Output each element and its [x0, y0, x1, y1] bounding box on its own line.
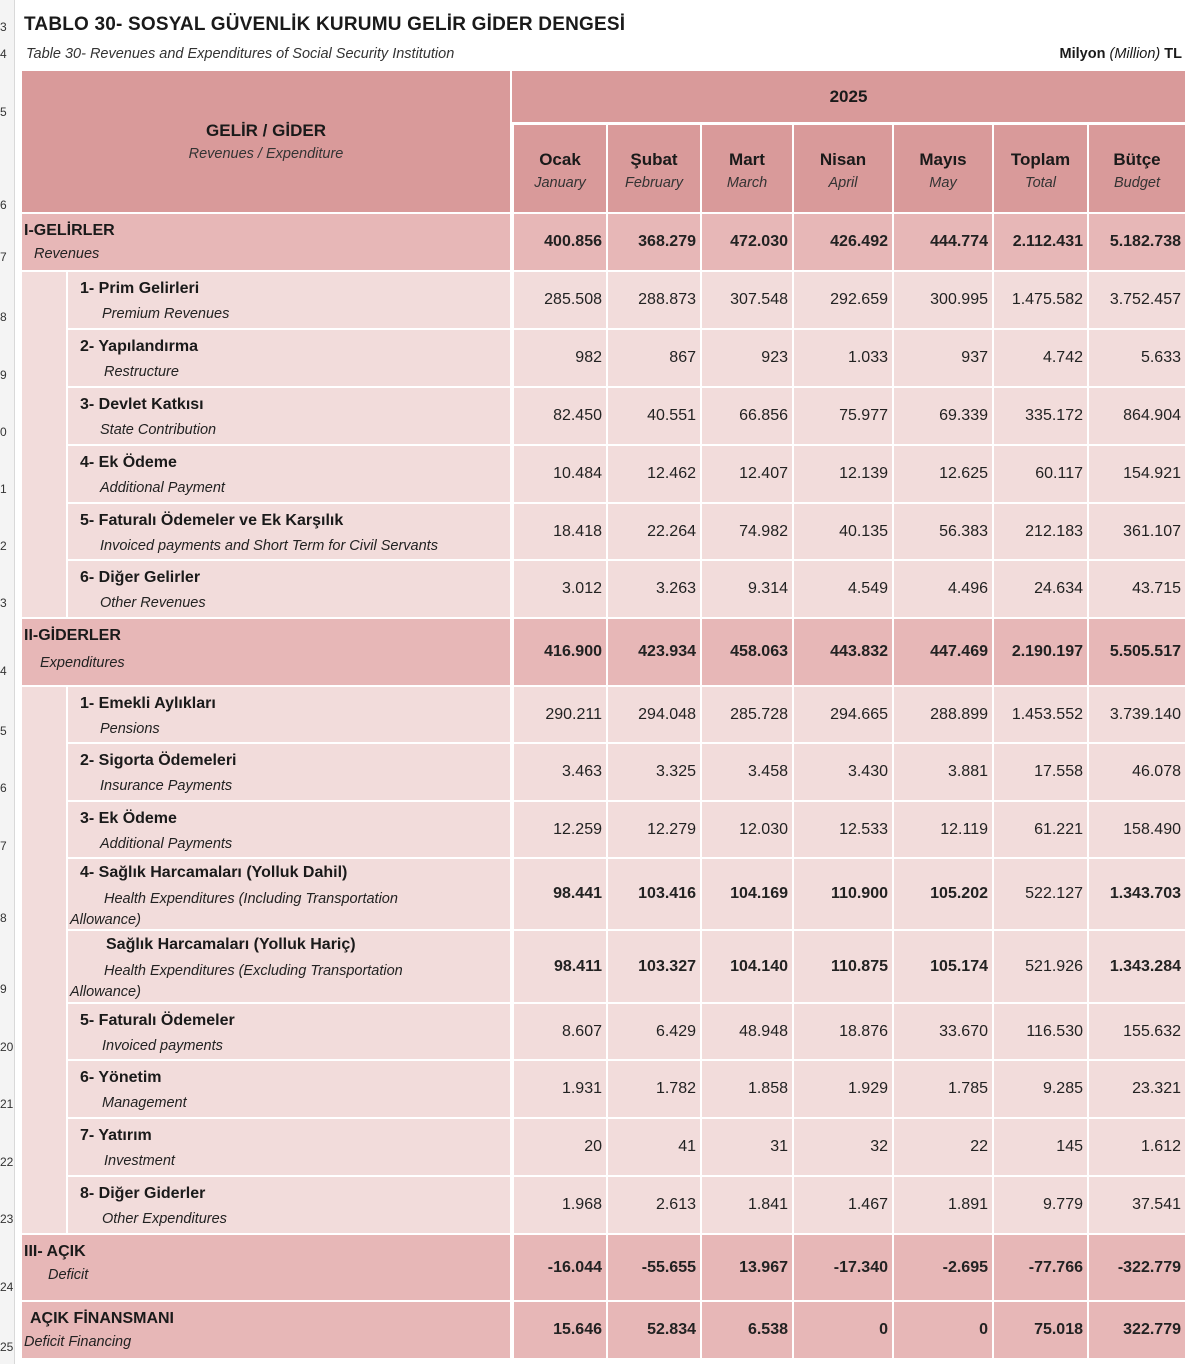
value-cell: 40.135 [794, 504, 892, 559]
value-cell: 5.633 [1089, 330, 1185, 386]
row-label-tr: 2- Yapılandırma [80, 338, 198, 355]
value-cell: 155.632 [1089, 1004, 1185, 1059]
value-cell: 1.782 [608, 1061, 700, 1117]
row-label-cell [22, 1235, 510, 1300]
month-header-cell [514, 125, 606, 212]
page-title: TABLO 30- SOSYAL GÜVENLİK KURUMU GELİR GİDER DENGESİ [24, 14, 626, 35]
value-cell: 10.484 [514, 446, 606, 502]
value-cell: 3.463 [514, 744, 606, 800]
value-cell: 12.625 [894, 446, 992, 502]
value-cell: 300.995 [894, 272, 992, 328]
row-label-en: Additional Payment [100, 480, 225, 496]
value-cell: 472.030 [702, 214, 792, 270]
row-number: 9 [0, 368, 7, 382]
value-cell: 17.558 [994, 744, 1087, 800]
value-cell: 6.429 [608, 1004, 700, 1059]
value-cell: 103.327 [608, 931, 700, 1002]
value-cell: 9.779 [994, 1177, 1087, 1233]
month-header-cell [1089, 125, 1185, 212]
value-cell: 3.012 [514, 561, 606, 617]
value-cell: 33.670 [894, 1004, 992, 1059]
row-label-en: Expenditures [40, 655, 125, 671]
row-label-tr: II-GİDERLER [24, 627, 121, 644]
value-cell: 4.496 [894, 561, 992, 617]
row-label-cell [68, 1061, 510, 1117]
value-cell: 447.469 [894, 619, 992, 685]
value-cell: 1.841 [702, 1177, 792, 1233]
value-cell: -55.655 [608, 1235, 700, 1300]
value-cell: 32 [794, 1119, 892, 1175]
year-header: 2025 [512, 71, 1185, 122]
month-header-cell [994, 125, 1087, 212]
row-label-en: Premium Revenues [102, 306, 230, 322]
row-label-tr: 1- Prim Gelirleri [80, 280, 200, 297]
row-number: 9 [0, 982, 7, 996]
month-header-en: Total [1025, 175, 1056, 191]
value-cell: 458.063 [702, 619, 792, 685]
row-number: 4 [0, 664, 7, 678]
month-header-en: April [828, 175, 858, 191]
indent-strip [22, 272, 66, 617]
value-cell: 12.119 [894, 802, 992, 857]
value-cell: 285.728 [702, 687, 792, 742]
value-cell: 110.900 [794, 859, 892, 929]
value-cell: -17.340 [794, 1235, 892, 1300]
value-cell: 18.418 [514, 504, 606, 559]
row-label-cell [68, 272, 510, 328]
value-cell: 3.881 [894, 744, 992, 800]
row-label-tr: 6- Diğer Gelirler [80, 569, 201, 586]
row-label-cell [68, 931, 510, 1002]
month-header-tr: Mayıs [919, 150, 967, 169]
row-label-tr: 1- Emekli Aylıkları [80, 695, 216, 712]
value-cell: 1.343.703 [1089, 859, 1185, 929]
column-header-tr: GELİR / GİDER [206, 121, 326, 140]
row-label-en: Investment [104, 1153, 175, 1169]
row-label-tr: I-GELİRLER [24, 222, 115, 239]
value-cell: 322.779 [1089, 1302, 1185, 1358]
value-cell: 1.453.552 [994, 687, 1087, 742]
row-number: 22 [0, 1155, 14, 1169]
row-label-tr: 5- Faturalı Ödemeler [80, 1012, 235, 1029]
value-cell: 48.948 [702, 1004, 792, 1059]
value-cell: 288.899 [894, 687, 992, 742]
value-cell: 1.612 [1089, 1119, 1185, 1175]
row-label-en: Deficit [48, 1267, 89, 1283]
row-label-cell [68, 1177, 510, 1233]
value-cell: 22.264 [608, 504, 700, 559]
value-cell: 307.548 [702, 272, 792, 328]
value-cell: 335.172 [994, 388, 1087, 444]
value-cell: 923 [702, 330, 792, 386]
row-label-tr: 4- Sağlık Harcamaları (Yolluk Dahil) [80, 864, 348, 881]
value-cell: 3.325 [608, 744, 700, 800]
row-label-en: Invoiced payments and Short Term for Civil Servants [100, 538, 438, 554]
value-cell: 46.078 [1089, 744, 1185, 800]
row-number: 20 [0, 1040, 14, 1054]
month-header-tr: Nisan [819, 150, 867, 169]
row-label-tr: 5- Faturalı Ödemeler ve Ek Karşılık [80, 512, 344, 529]
value-cell: 361.107 [1089, 504, 1185, 559]
month-header-tr: Bütçe [1113, 150, 1161, 169]
value-cell: 22 [894, 1119, 992, 1175]
row-label-tr: 4- Ek Ödeme [80, 454, 177, 471]
row-number: 8 [0, 911, 7, 925]
row-label-cell [68, 561, 510, 617]
row-label-cell [22, 214, 510, 270]
row-label-tr: Sağlık Harcamaları (Yolluk Hariç) [106, 936, 356, 953]
row-number: 6 [0, 198, 7, 212]
month-header-cell [894, 125, 992, 212]
month-header-tr: Ocak [539, 150, 581, 169]
row-number: 25 [0, 1340, 14, 1354]
value-cell: -16.044 [514, 1235, 606, 1300]
value-cell: 294.665 [794, 687, 892, 742]
value-cell: 5.505.517 [1089, 619, 1185, 685]
value-cell: 23.321 [1089, 1061, 1185, 1117]
value-cell: 82.450 [514, 388, 606, 444]
row-number: 4 [0, 47, 7, 61]
row-label-en: Invoiced payments [102, 1038, 223, 1054]
month-header-cell [702, 125, 792, 212]
value-cell: 1.968 [514, 1177, 606, 1233]
value-cell: 5.182.738 [1089, 214, 1185, 270]
value-cell: 154.921 [1089, 446, 1185, 502]
value-cell: 75.018 [994, 1302, 1087, 1358]
row-number: 8 [0, 310, 7, 324]
month-header-en: February [624, 175, 684, 191]
value-cell: 426.492 [794, 214, 892, 270]
value-cell: 105.202 [894, 859, 992, 929]
row-label-tr: 6- Yönetim [80, 1069, 162, 1086]
value-cell: 416.900 [514, 619, 606, 685]
column-header-en: Revenues / Expenditure [188, 146, 344, 162]
row-label-cell [68, 859, 510, 929]
value-cell: 60.117 [994, 446, 1087, 502]
row-label-tr: AÇIK FİNANSMANI [30, 1310, 174, 1327]
row-number: 24 [0, 1280, 14, 1294]
value-cell: 12.407 [702, 446, 792, 502]
month-header-en: January [534, 175, 586, 191]
row-label-en: Additional Payments [100, 836, 233, 852]
row-label-tr: III- AÇIK [24, 1243, 86, 1260]
value-cell: -322.779 [1089, 1235, 1185, 1300]
value-cell: 294.048 [608, 687, 700, 742]
value-cell: 9.285 [994, 1061, 1087, 1117]
row-label-tr: 3- Devlet Katkısı [80, 396, 204, 413]
value-cell: 110.875 [794, 931, 892, 1002]
value-cell: 1.467 [794, 1177, 892, 1233]
value-cell: 56.383 [894, 504, 992, 559]
row-label-tr: 8- Diğer Giderler [80, 1185, 206, 1202]
value-cell: 116.530 [994, 1004, 1087, 1059]
value-cell: 12.259 [514, 802, 606, 857]
row-label-en: Revenues [34, 246, 100, 262]
value-cell: 12.462 [608, 446, 700, 502]
value-cell: 443.832 [794, 619, 892, 685]
month-header-tr: Şubat [630, 150, 678, 169]
value-cell: 12.139 [794, 446, 892, 502]
row-number: 7 [0, 839, 7, 853]
value-cell: 3.458 [702, 744, 792, 800]
value-cell: -77.766 [994, 1235, 1087, 1300]
value-cell: 1.858 [702, 1061, 792, 1117]
row-number: 3 [0, 20, 7, 34]
indent-strip [22, 687, 66, 1233]
value-cell: 864.904 [1089, 388, 1185, 444]
month-header-tr: Toplam [1010, 150, 1071, 169]
value-cell: 6.538 [702, 1302, 792, 1358]
value-cell: 2.613 [608, 1177, 700, 1233]
row-label-en: Other Revenues [100, 595, 206, 611]
row-number: 7 [0, 250, 7, 264]
row-number: 23 [0, 1212, 14, 1226]
row-label-tr: 3- Ek Ödeme [80, 810, 177, 827]
row-label-cell [22, 619, 510, 685]
value-cell: 288.873 [608, 272, 700, 328]
page-subtitle: Table 30- Revenues and Expenditures of Social Security Institution [26, 46, 455, 62]
row-label-en: Other Expenditures [102, 1211, 227, 1227]
month-header-cell [794, 125, 892, 212]
column-header-label-cell [22, 71, 510, 212]
value-cell: 2.112.431 [994, 214, 1087, 270]
row-label-tr: 2- Sigorta Ödemeleri [80, 752, 237, 769]
value-cell: 8.607 [514, 1004, 606, 1059]
row-label-en: Pensions [100, 721, 160, 737]
value-cell: 1.931 [514, 1061, 606, 1117]
value-cell: 4.742 [994, 330, 1087, 386]
value-cell: 104.169 [702, 859, 792, 929]
value-cell: 104.140 [702, 931, 792, 1002]
row-number: 2 [0, 539, 7, 553]
value-cell: 52.834 [608, 1302, 700, 1358]
row-label-cell [68, 504, 510, 559]
row-label-en-cont: Allowance) [70, 912, 141, 928]
value-cell: 24.634 [994, 561, 1087, 617]
value-cell: 40.551 [608, 388, 700, 444]
row-label-en: Health Expenditures (Including Transportation [104, 891, 398, 907]
value-cell: 867 [608, 330, 700, 386]
row-label-en: State Contribution [100, 422, 217, 438]
row-number: 1 [0, 482, 7, 496]
month-header-tr: Mart [729, 150, 765, 169]
value-cell: 522.127 [994, 859, 1087, 929]
value-cell: 12.533 [794, 802, 892, 857]
value-cell: 290.211 [514, 687, 606, 742]
value-cell: 12.030 [702, 802, 792, 857]
value-cell: 1.343.284 [1089, 931, 1185, 1002]
row-number: 21 [0, 1097, 14, 1111]
row-number: 5 [0, 105, 7, 119]
month-header-en: May [929, 175, 957, 191]
value-cell: 43.715 [1089, 561, 1185, 617]
row-label-cell [68, 744, 510, 800]
value-cell: 69.339 [894, 388, 992, 444]
value-cell: 66.856 [702, 388, 792, 444]
value-cell: 292.659 [794, 272, 892, 328]
value-cell: 74.982 [702, 504, 792, 559]
value-cell: 15.646 [514, 1302, 606, 1358]
value-cell: 212.183 [994, 504, 1087, 559]
value-cell: 145 [994, 1119, 1087, 1175]
value-cell: 61.221 [994, 802, 1087, 857]
value-cell: 4.549 [794, 561, 892, 617]
value-cell: 3.263 [608, 561, 700, 617]
row-label-cell [68, 802, 510, 857]
row-number: 0 [0, 425, 7, 439]
value-cell: 103.416 [608, 859, 700, 929]
row-number: 3 [0, 596, 7, 610]
value-cell: 285.508 [514, 272, 606, 328]
row-label-tr: 7- Yatırım [80, 1127, 152, 1144]
value-cell: 982 [514, 330, 606, 386]
value-cell: 0 [794, 1302, 892, 1358]
value-cell: 105.174 [894, 931, 992, 1002]
unit-label: Milyon (Million) TL [1059, 46, 1182, 62]
row-label-cell [68, 330, 510, 386]
row-label-cell [22, 1302, 510, 1358]
value-cell: 31 [702, 1119, 792, 1175]
value-cell: 521.926 [994, 931, 1087, 1002]
value-cell: 9.314 [702, 561, 792, 617]
value-cell: 400.856 [514, 214, 606, 270]
value-cell: 368.279 [608, 214, 700, 270]
value-cell: 12.279 [608, 802, 700, 857]
value-cell: 1.785 [894, 1061, 992, 1117]
value-cell: 1.891 [894, 1177, 992, 1233]
row-label-en-cont: Allowance) [70, 984, 141, 1000]
value-cell: 3.430 [794, 744, 892, 800]
row-label-cell [68, 446, 510, 502]
value-cell: 423.934 [608, 619, 700, 685]
value-cell: 2.190.197 [994, 619, 1087, 685]
row-number: 6 [0, 781, 7, 795]
value-cell: 98.441 [514, 859, 606, 929]
value-cell: -2.695 [894, 1235, 992, 1300]
row-label-en: Management [102, 1095, 187, 1111]
value-cell: 937 [894, 330, 992, 386]
value-cell: 158.490 [1089, 802, 1185, 857]
row-label-cell [68, 687, 510, 742]
value-cell: 37.541 [1089, 1177, 1185, 1233]
value-cell: 41 [608, 1119, 700, 1175]
value-cell: 1.475.582 [994, 272, 1087, 328]
value-cell: 98.411 [514, 931, 606, 1002]
row-label-en: Deficit Financing [24, 1334, 132, 1350]
month-header-en: Budget [1114, 175, 1160, 191]
value-cell: 1.929 [794, 1061, 892, 1117]
row-label-en: Insurance Payments [100, 778, 233, 794]
value-cell: 1.033 [794, 330, 892, 386]
row-label-en: Restructure [104, 364, 179, 380]
row-number: 5 [0, 724, 7, 738]
value-cell: 3.739.140 [1089, 687, 1185, 742]
value-cell: 444.774 [894, 214, 992, 270]
row-label-cell [68, 1004, 510, 1059]
value-cell: 75.977 [794, 388, 892, 444]
row-label-cell [68, 388, 510, 444]
row-label-cell [68, 1119, 510, 1175]
row-label-en: Health Expenditures (Excluding Transportation [104, 963, 403, 979]
value-cell: 20 [514, 1119, 606, 1175]
value-cell: 3.752.457 [1089, 272, 1185, 328]
value-cell: 0 [894, 1302, 992, 1358]
month-header-en: March [726, 175, 768, 191]
value-cell: 13.967 [702, 1235, 792, 1300]
value-cell: 18.876 [794, 1004, 892, 1059]
month-header-cell [608, 125, 700, 212]
